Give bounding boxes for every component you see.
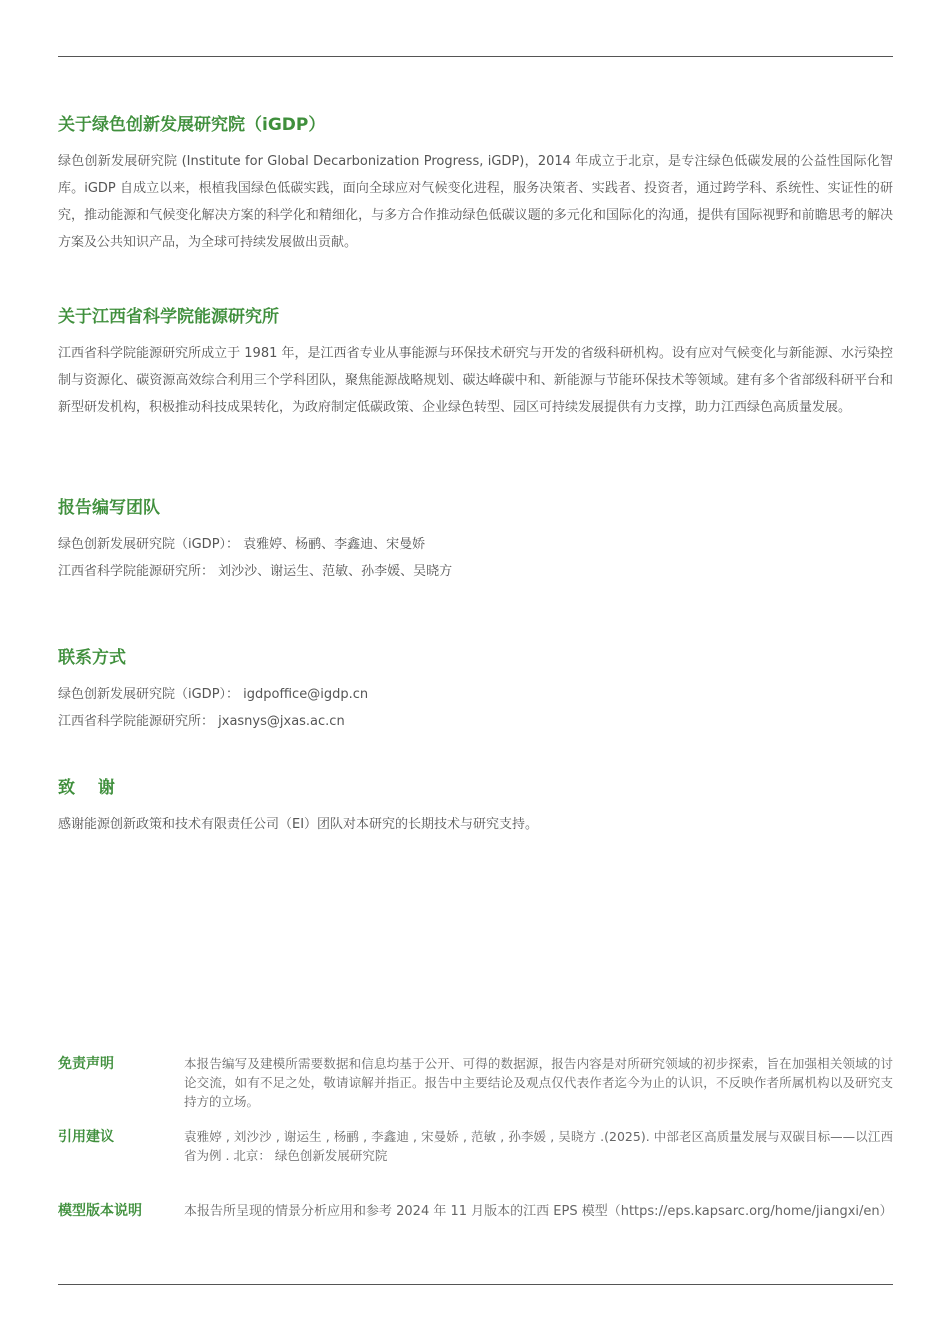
team-igdp-line: 绿色创新发展研究院（iGDP）： 袁雅婷、杨鹂、李鑫迪、宋曼娇	[58, 537, 426, 552]
bottom-divider	[58, 1284, 893, 1285]
section-team	[58, 497, 893, 585]
model-text: 本报告所呈现的情景分析应用和参考 2024 年 11 月版本的江西 EPS 模型（https://eps.kapsarc.org/home/jiangxi/en）	[184, 1204, 893, 1219]
disclaimer-label: 免责声明	[58, 1056, 114, 1072]
thanks-body: 感谢能源创新政策和技术有限责任公司（EI）团队对本研究的长期技术与研究支持。	[58, 817, 539, 832]
section-thanks	[58, 777, 893, 838]
citation-label: 引用建议	[58, 1129, 114, 1145]
igdp-heading: 关于绿色创新发展研究院（iGDP）	[58, 115, 326, 135]
jiangxi-heading: 关于江西省科学院能源研究所	[58, 307, 279, 327]
citation-row	[58, 1127, 893, 1165]
contact-jiangxi-line: 江西省科学院能源研究所： jxasnys@jxas.ac.cn	[58, 714, 345, 729]
team-heading: 报告编写团队	[58, 498, 160, 518]
team-jiangxi-line: 江西省科学院能源研究所： 刘沙沙、谢运生、范敏、孙李媛、吴晓方	[58, 564, 453, 579]
section-contact	[58, 647, 893, 735]
section-jiangxi	[58, 306, 893, 421]
contact-igdp-line: 绿色创新发展研究院（iGDP）： igdpoffice@igdp.cn	[58, 687, 369, 702]
contact-heading: 联系方式	[58, 648, 126, 668]
section-igdp	[58, 114, 893, 256]
thanks-heading: 致 谢	[58, 778, 115, 798]
model-row	[58, 1199, 893, 1224]
citation-text: 袁雅婷 , 刘沙沙 , 谢运生 , 杨鹂 , 李鑫迪 , 宋曼娇 , 范敏 , 孙李媛 , 吴晓方 .(2025). 中部老区高质量发展与双碳目标——以江西省为例 . 北京： 绿色创新发展研究院	[184, 1129, 893, 1163]
model-label: 模型版本说明	[58, 1203, 142, 1219]
disclaimer-row	[58, 1054, 893, 1111]
disclaimer-text: 本报告编写及建模所需要数据和信息均基于公开、可得的数据源，报告内容是对所研究领域的初步探索，旨在加强相关领域的讨论交流，如有不足之处，敬请谅解并指正。报告中主要结论及观点仅代表作者迄今为止的认识，不反映作者所属机构以及研究支持方的立场。	[184, 1056, 893, 1109]
igdp-body: 绿色创新发展研究院 (Institute for Global Decarbonization Progress, iGDP)，2014 年成立于北京，是专注绿色低碳发展的公益性国际化智库。iGDP 自成立以来，根植我国绿色低碳实践，面向全球应对气候变化进程，服务决策者、实践者、投资者，通过跨学科、系统性、实证性的研究，推动能源和气候变化解决方案的科学化和精细化，与多方合作推动绿色低碳议题的多元化和国际化的沟通，提供有国际视野和前瞻思考的解决方案及公共知识产品，为全球可持续发展做出贡献。	[58, 154, 893, 250]
jiangxi-body: 江西省科学院能源研究所成立于 1981 年，是江西省专业从事能源与环保技术研究与开发的省级科研机构。设有应对气候变化与新能源、水污染控制与资源化、碳资源高效综合利用三个学科团队，聚焦能源战略规划、碳达峰碳中和、新能源与节能环保技术等领域。建有多个省部级科研平台和新型研发机构，积极推动科技成果转化，为政府制定低碳政策、企业绿色转型、园区可持续发展提供有力支撑，助力江西绿色高质量发展。	[58, 346, 893, 415]
top-divider	[58, 56, 893, 57]
